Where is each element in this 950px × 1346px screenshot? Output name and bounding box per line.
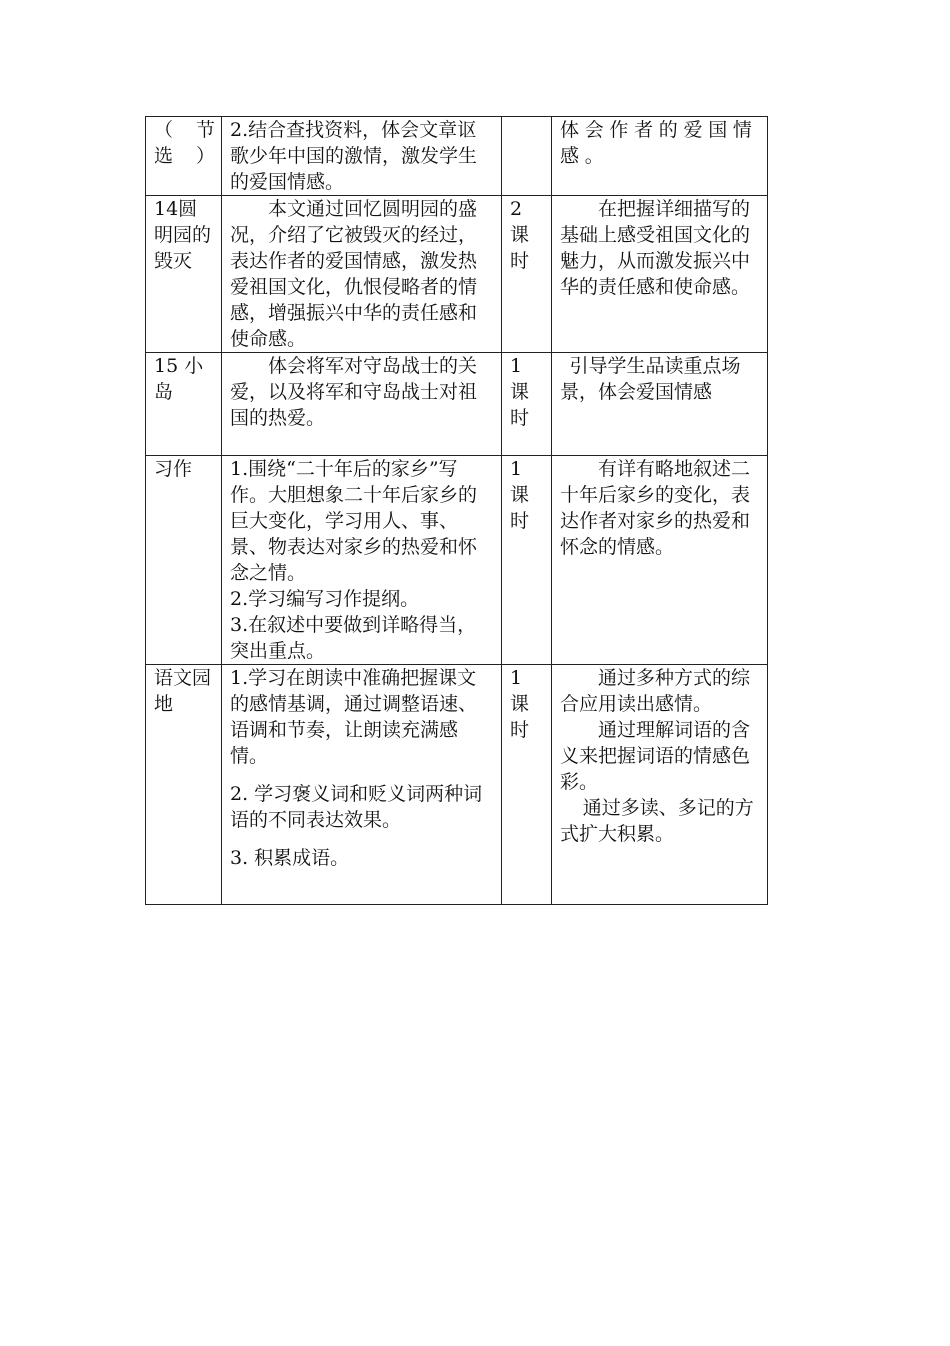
hours-text: 1 课时 [510, 458, 530, 532]
key-point-text: 引导学生品读重点场景，体会爱国情感 [560, 355, 741, 403]
goal-text: 2. 学习褒义词和贬义词两种词语的不同表达效果。 [230, 783, 483, 831]
key-points-cell [552, 196, 768, 353]
goal-text: 2.学习编写习作提纲。 [230, 588, 420, 610]
goal-text: 本文通过回忆圆明园的盛况，介绍了它被毁灭的经过，表达作者的爱国情感，激发热爱祖国文化，仇恨侵略者的情感，增强振兴中华的责任感和使命感。 [230, 198, 478, 350]
lesson-title: 语文园地 [154, 667, 212, 715]
hours-cell [502, 353, 552, 456]
goals-cell [222, 665, 502, 905]
lesson-cell [146, 196, 222, 353]
key-point-text: 通过理解词语的含义来把握词语的情感色彩。 [560, 719, 751, 793]
hours-cell [502, 665, 552, 905]
goals-cell [222, 196, 502, 353]
hours-cell [502, 456, 552, 665]
hours-cell [502, 196, 552, 353]
hours-cell [502, 117, 552, 196]
table-row [146, 196, 768, 353]
hours-text: 2 课时 [510, 198, 530, 272]
key-point-text: 在把握详细描写的基础上感受祖国文化的魅力，从而激发振兴中华的责任感和使命感。 [560, 198, 751, 298]
lesson-title: 14圆明园的毁灭 [154, 198, 212, 272]
key-point-text: 通过多种方式的综合应用读出感情。 [560, 667, 751, 715]
lesson-title: （ 节选） [154, 119, 215, 167]
goal-text: 3. 积累成语。 [230, 847, 350, 869]
goal-text: 2.结合查找资料，体会文章讴歌少年中国的激情，激发学生的爱国情感。 [230, 119, 478, 193]
goals-cell [222, 353, 502, 456]
table-row [146, 353, 768, 456]
goal-text: 1.学习在朗读中准确把握课文的感情基调，通过调整语速、语调和节奏，让朗读充满感情。 [230, 667, 478, 767]
key-points-cell [552, 117, 768, 196]
key-point-text: 有详有略地叙述二十年后家乡的变化，表达作者对家乡的热爱和怀念的情感。 [560, 458, 751, 558]
goal-text: 3.在叙述中要做到详略得当，突出重点。 [230, 614, 477, 662]
key-points-cell [552, 353, 768, 456]
goal-text: 体会将军对守岛战士的关爱，以及将军和守岛战士对祖国的热爱。 [230, 355, 478, 429]
lesson-cell [146, 456, 222, 665]
table-row [146, 665, 768, 905]
key-point-text: 通过多读、多记的方式扩大积累。 [560, 797, 754, 845]
lesson-cell [146, 353, 222, 456]
lesson-cell [146, 665, 222, 905]
hours-text: 1 课时 [510, 667, 530, 741]
key-points-cell [552, 665, 768, 905]
key-points-cell [552, 456, 768, 665]
lesson-cell [146, 117, 222, 196]
lesson-plan-table [145, 116, 768, 905]
lesson-title: 15 小岛 [154, 355, 204, 403]
goal-text: 1.围绕“二十年后的家乡”写作。大胆想象二十年后家乡的巨大变化，学习用人、事、景、物表达对家乡的热爱和怀念之情。 [230, 458, 478, 584]
table-row [146, 456, 768, 665]
table-row [146, 117, 768, 196]
goals-cell [222, 117, 502, 196]
key-point-text: 体会作者的爱国情感。 [560, 119, 758, 167]
hours-text: 1 课时 [510, 355, 530, 429]
lesson-title: 习作 [154, 458, 193, 480]
goals-cell [222, 456, 502, 665]
